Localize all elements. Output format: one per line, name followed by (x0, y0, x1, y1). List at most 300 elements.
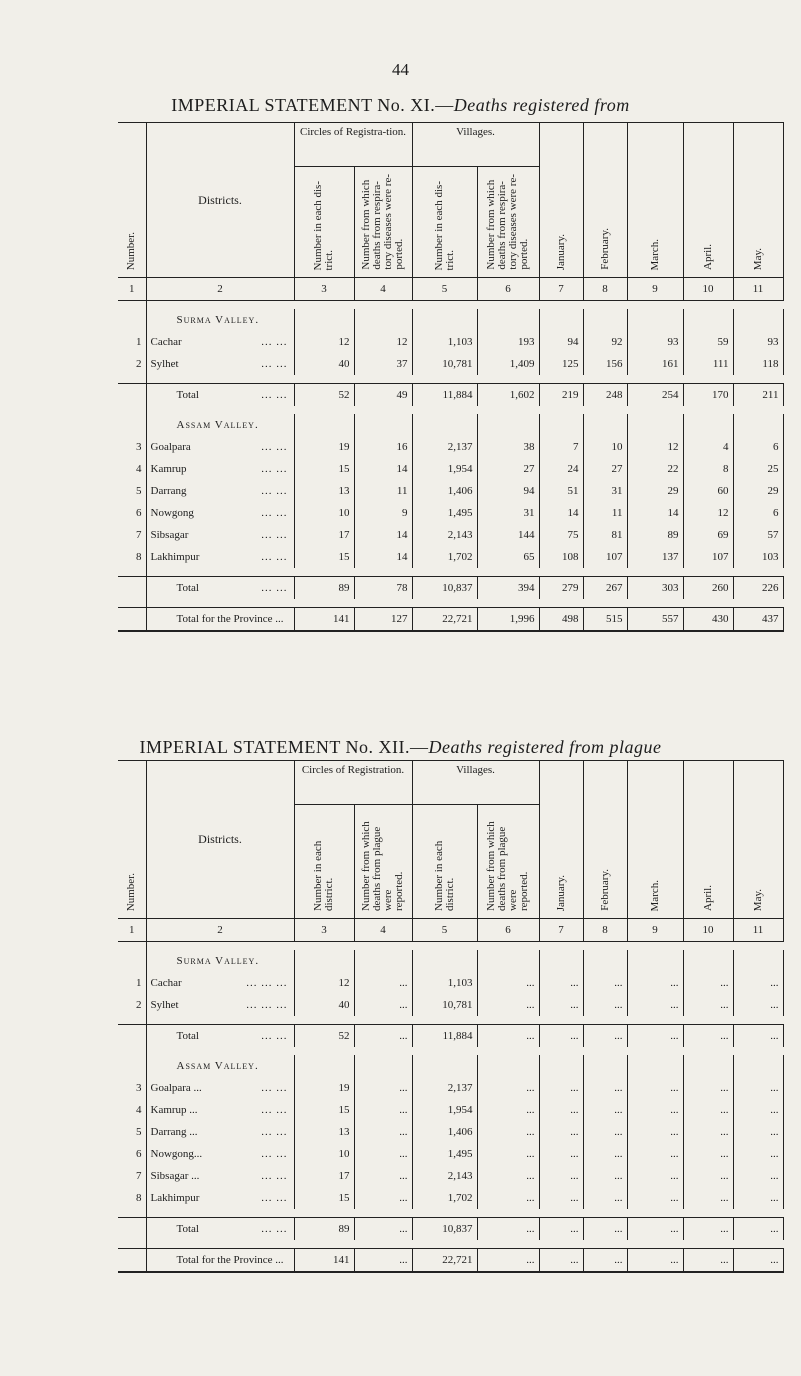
value-c9: ... (627, 1025, 683, 1048)
section-blank-cell (683, 950, 733, 972)
value-c10: 260 (683, 577, 733, 600)
value-c9: 93 (627, 331, 683, 353)
spacer-cell (146, 406, 294, 414)
circles-in-district-label: Number in each dis- trict. (312, 180, 335, 270)
value-c9: 254 (627, 384, 683, 407)
value-c11: ... (733, 1187, 783, 1209)
leader-dots: ... ... (261, 529, 288, 541)
spacer-cell (412, 406, 477, 414)
district-row (118, 1099, 783, 1121)
circles-from-which-header (354, 167, 412, 278)
value-c5: 22,721 (412, 608, 477, 632)
value-c6: 193 (477, 331, 539, 353)
spacer-cell (118, 568, 146, 577)
value-c7: ... (539, 1165, 583, 1187)
value-c8: 248 (583, 384, 627, 407)
column-number: 5 (412, 919, 477, 942)
circles-group-header: Circles of Registration. (294, 761, 412, 805)
spacer-row (118, 599, 783, 608)
district-name: Sylhet (150, 999, 179, 1011)
section-blank-cell (583, 414, 627, 436)
value-c11: 6 (733, 502, 783, 524)
value-c3: 89 (294, 577, 354, 600)
value-c3: 17 (294, 524, 354, 546)
value-c7: ... (539, 1025, 583, 1048)
value-c10: ... (683, 1025, 733, 1048)
row-number: 6 (118, 1143, 146, 1165)
district-row (118, 331, 783, 353)
value-c4: ... (354, 1218, 412, 1241)
district-name-cell (146, 1077, 294, 1099)
column-number: 6 (477, 278, 539, 301)
value-c8: 11 (583, 502, 627, 524)
value-c4: 9 (354, 502, 412, 524)
spacer-cell (683, 568, 733, 577)
row-number: 7 (118, 1165, 146, 1187)
statement-xii-title-main: IMPERIAL STATEMENT No. XII.— (139, 737, 429, 757)
month-header (583, 761, 627, 919)
spacer-cell (294, 568, 354, 577)
value-c3: 52 (294, 1025, 354, 1048)
row-number: 4 (118, 458, 146, 480)
district-name: Total (176, 1223, 199, 1235)
spacer-cell (146, 568, 294, 577)
value-c5: 2,143 (412, 524, 477, 546)
surma-total-row (118, 384, 783, 407)
spacer-cell (118, 1047, 146, 1055)
spacer-cell (477, 1047, 539, 1055)
value-c4: 14 (354, 546, 412, 568)
month-header-label: April. (701, 885, 714, 911)
column-number: 5 (412, 278, 477, 301)
value-c9: ... (627, 1143, 683, 1165)
district-name: Darrang ... (150, 1126, 198, 1138)
number-header-label: Number. (125, 231, 138, 270)
column-number-row (118, 278, 783, 301)
value-c5: 22,721 (412, 1249, 477, 1273)
district-name-cell (146, 1218, 294, 1241)
spacer-cell (627, 1047, 683, 1055)
spacer-cell (294, 375, 354, 384)
number-header-label: Number. (125, 872, 138, 911)
spacer-cell (539, 1047, 583, 1055)
value-c11: ... (733, 994, 783, 1016)
district-name: Total (176, 389, 199, 401)
value-c5: 1,495 (412, 1143, 477, 1165)
value-c8: ... (583, 1187, 627, 1209)
spacer-cell (118, 599, 146, 608)
value-c4: ... (354, 1143, 412, 1165)
row-number (118, 384, 146, 407)
district-name: Cachar (150, 336, 182, 348)
spacer-cell (627, 1209, 683, 1218)
district-name: Darrang (150, 485, 187, 497)
section-num-cell (118, 414, 146, 436)
district-name: Lakhimpur (150, 551, 200, 563)
district-name-cell (146, 436, 294, 458)
value-c6: ... (477, 1165, 539, 1187)
spacer-cell (146, 1016, 294, 1025)
spacer-cell (539, 1240, 583, 1249)
header-row (118, 123, 783, 167)
district-name: Total for the Province ... (176, 1254, 284, 1266)
value-c10: ... (683, 1143, 733, 1165)
value-c6: 65 (477, 546, 539, 568)
statement-xii-title-subject: Deaths registered from plague (428, 737, 662, 757)
value-c4: ... (354, 1187, 412, 1209)
value-c10: 59 (683, 331, 733, 353)
villages-in-district-label: Number in each dis- trict. (432, 180, 456, 270)
surma-total-row (118, 1025, 783, 1048)
value-c9: ... (627, 1187, 683, 1209)
spacer-cell (683, 599, 733, 608)
district-row (118, 1121, 783, 1143)
spacer-cell (354, 301, 412, 310)
district-name-cell (146, 502, 294, 524)
district-name: Goalpara (150, 441, 191, 453)
value-c8: 267 (583, 577, 627, 600)
value-c5: 1,954 (412, 458, 477, 480)
spacer-cell (354, 1209, 412, 1218)
value-c10: ... (683, 1121, 733, 1143)
column-number: 4 (354, 278, 412, 301)
value-c8: ... (583, 1165, 627, 1187)
row-number (118, 577, 146, 600)
spacer-cell (354, 1016, 412, 1025)
value-c6: ... (477, 1249, 539, 1273)
district-name: Kamrup (150, 463, 187, 475)
value-c3: 141 (294, 608, 354, 632)
value-c4: ... (354, 972, 412, 994)
value-c9: 137 (627, 546, 683, 568)
assam-total-row (118, 1218, 783, 1241)
section-blank-cell (294, 950, 354, 972)
spacer-cell (146, 1240, 294, 1249)
spacer-cell (354, 406, 412, 414)
value-c11: 118 (733, 353, 783, 375)
column-number-row (118, 919, 783, 942)
section-blank-cell (733, 414, 783, 436)
district-name: Lakhimpur (150, 1192, 200, 1204)
value-c4: 14 (354, 524, 412, 546)
value-c10: ... (683, 1187, 733, 1209)
value-c7: ... (539, 1121, 583, 1143)
value-c3: 19 (294, 1077, 354, 1099)
value-c9: ... (627, 1165, 683, 1187)
number-header (118, 761, 146, 919)
value-c9: 12 (627, 436, 683, 458)
spacer-cell (412, 1016, 477, 1025)
spacer-cell (539, 1016, 583, 1025)
value-c3: 19 (294, 436, 354, 458)
value-c7: 108 (539, 546, 583, 568)
section-row (118, 309, 783, 331)
district-name-cell (146, 353, 294, 375)
value-c8: 107 (583, 546, 627, 568)
district-name-cell (146, 546, 294, 568)
value-c5: 1,406 (412, 480, 477, 502)
value-c8: ... (583, 1077, 627, 1099)
section-blank-cell (733, 950, 783, 972)
section-blank-cell (412, 414, 477, 436)
spacer-cell (583, 1209, 627, 1218)
value-c7: 75 (539, 524, 583, 546)
value-c10: 430 (683, 608, 733, 632)
month-header (627, 123, 683, 278)
section-blank-cell (354, 1055, 412, 1077)
leader-dots: ... ... ... (246, 977, 288, 989)
leader-dots: ... ... (261, 1192, 288, 1204)
value-c7: 498 (539, 608, 583, 632)
column-number: 4 (354, 919, 412, 942)
row-number (118, 608, 146, 632)
section-blank-cell (294, 1055, 354, 1077)
spacer-cell (477, 599, 539, 608)
value-c10: ... (683, 972, 733, 994)
month-header-label: February. (598, 228, 611, 270)
spacer-cell (583, 599, 627, 608)
section-row (118, 1055, 783, 1077)
value-c11: 437 (733, 608, 783, 632)
value-c11: 93 (733, 331, 783, 353)
value-c10: 12 (683, 502, 733, 524)
spacer-cell (627, 599, 683, 608)
value-c11: 25 (733, 458, 783, 480)
column-number: 11 (733, 278, 783, 301)
month-header (627, 761, 683, 919)
spacer-cell (354, 942, 412, 951)
spacer-row (118, 568, 783, 577)
district-name-cell (146, 1025, 294, 1048)
value-c7: 14 (539, 502, 583, 524)
statement-xi-table (118, 122, 784, 632)
district-name-cell (146, 1121, 294, 1143)
section-row (118, 950, 783, 972)
value-c6: 38 (477, 436, 539, 458)
statement-xii-title (0, 737, 801, 758)
spacer-cell (412, 942, 477, 951)
value-c4: ... (354, 1121, 412, 1143)
value-c5: 11,884 (412, 384, 477, 407)
value-c8: 27 (583, 458, 627, 480)
spacer-cell (146, 1047, 294, 1055)
value-c10: ... (683, 1165, 733, 1187)
district-row (118, 524, 783, 546)
spacer-cell (118, 1016, 146, 1025)
leader-dots: ... ... (261, 507, 288, 519)
value-c11: ... (733, 1077, 783, 1099)
row-number: 1 (118, 972, 146, 994)
value-c11: 57 (733, 524, 783, 546)
spacer-cell (477, 1016, 539, 1025)
section-heading: Assam Valley. (146, 414, 294, 436)
value-c11: ... (733, 1025, 783, 1048)
month-header-label: March. (648, 238, 661, 270)
value-c6: ... (477, 1218, 539, 1241)
district-name-cell (146, 1249, 294, 1273)
spacer-cell (627, 301, 683, 310)
section-blank-cell (683, 414, 733, 436)
number-header (118, 123, 146, 278)
value-c7: ... (539, 1077, 583, 1099)
section-blank-cell (477, 309, 539, 331)
districts-header: Districts. (146, 123, 294, 278)
value-c7: ... (539, 994, 583, 1016)
section-blank-cell (477, 1055, 539, 1077)
column-number: 7 (539, 919, 583, 942)
value-c9: 29 (627, 480, 683, 502)
value-c6: ... (477, 1187, 539, 1209)
value-c6: ... (477, 1121, 539, 1143)
spacer-cell (627, 1016, 683, 1025)
value-c3: 15 (294, 1099, 354, 1121)
leader-dots: ... ... (261, 1030, 288, 1042)
villages-from-which-label: Number from which deaths from plague were reported. (485, 821, 530, 911)
month-header-label: March. (648, 879, 661, 911)
value-c3: 12 (294, 331, 354, 353)
value-c4: 16 (354, 436, 412, 458)
header-row (118, 761, 783, 805)
value-c7: 24 (539, 458, 583, 480)
value-c8: ... (583, 994, 627, 1016)
value-c9: ... (627, 1121, 683, 1143)
value-c8: 31 (583, 480, 627, 502)
row-number: 3 (118, 1077, 146, 1099)
value-c8: 92 (583, 331, 627, 353)
month-header-label: January. (554, 233, 567, 270)
value-c10: ... (683, 994, 733, 1016)
value-c4: 11 (354, 480, 412, 502)
leader-dots: ... ... (261, 1082, 288, 1094)
district-row (118, 546, 783, 568)
spacer-cell (539, 568, 583, 577)
section-blank-cell (294, 414, 354, 436)
district-name: Sibsagar ... (150, 1170, 200, 1182)
spacer-cell (583, 375, 627, 384)
district-name-cell (146, 1165, 294, 1187)
value-c5: 2,143 (412, 1165, 477, 1187)
value-c4: ... (354, 1077, 412, 1099)
value-c7: 94 (539, 331, 583, 353)
row-number: 4 (118, 1099, 146, 1121)
value-c5: 2,137 (412, 1077, 477, 1099)
row-number: 8 (118, 546, 146, 568)
column-number: 3 (294, 919, 354, 942)
district-name: Total for the Province ... (176, 613, 284, 625)
district-name: Sibsagar (150, 529, 189, 541)
spacer-cell (477, 1209, 539, 1218)
leader-dots: ... ... (261, 389, 288, 401)
value-c11: ... (733, 1143, 783, 1165)
value-c8: ... (583, 1143, 627, 1165)
spacer-cell (146, 375, 294, 384)
districts-header: Districts. (146, 761, 294, 919)
circles-in-district-header (294, 167, 354, 278)
value-c4: 49 (354, 384, 412, 407)
spacer-cell (539, 1209, 583, 1218)
spacer-cell (683, 1240, 733, 1249)
spacer-cell (733, 599, 783, 608)
value-c10: 170 (683, 384, 733, 407)
column-number: 1 (118, 919, 146, 942)
spacer-cell (477, 568, 539, 577)
value-c6: 394 (477, 577, 539, 600)
column-number: 7 (539, 278, 583, 301)
section-blank-cell (583, 950, 627, 972)
section-blank-cell (627, 950, 683, 972)
value-c10: ... (683, 1099, 733, 1121)
district-name: Nowgong... (150, 1148, 203, 1160)
district-row (118, 458, 783, 480)
villages-from-which-header (477, 167, 539, 278)
spacer-cell (146, 301, 294, 310)
leader-dots: ... ... (261, 463, 288, 475)
statement-xi-title (0, 95, 801, 116)
value-c9: ... (627, 1249, 683, 1273)
spacer-row (118, 1209, 783, 1218)
value-c4: 37 (354, 353, 412, 375)
spacer-cell (539, 406, 583, 414)
value-c7: ... (539, 1187, 583, 1209)
section-heading: Assam Valley. (146, 1055, 294, 1077)
spacer-cell (118, 1240, 146, 1249)
value-c3: 12 (294, 972, 354, 994)
circles-from-which-label: Number from which deaths from respira- tory diseases were re- ported. (360, 174, 405, 270)
circles-in-district-label: Number in each district. (312, 840, 335, 911)
spacer-cell (539, 942, 583, 951)
value-c7: ... (539, 1143, 583, 1165)
district-row (118, 1077, 783, 1099)
district-name: Total (176, 582, 199, 594)
section-blank-cell (733, 1055, 783, 1077)
spacer-cell (683, 375, 733, 384)
spacer-cell (118, 301, 146, 310)
spacer-row (118, 1016, 783, 1025)
district-row (118, 994, 783, 1016)
spacer-cell (294, 1047, 354, 1055)
value-c11: 103 (733, 546, 783, 568)
villages-in-district-label: Number in each district. (432, 840, 456, 911)
value-c7: ... (539, 1099, 583, 1121)
row-number: 2 (118, 994, 146, 1016)
section-blank-cell (539, 950, 583, 972)
section-blank-cell (733, 309, 783, 331)
value-c9: 557 (627, 608, 683, 632)
district-name-cell (146, 524, 294, 546)
row-number: 5 (118, 1121, 146, 1143)
section-blank-cell (354, 414, 412, 436)
villages-in-district-header (412, 167, 477, 278)
district-name: Kamrup ... (150, 1104, 198, 1116)
value-c7: 219 (539, 384, 583, 407)
value-c5: 10,781 (412, 994, 477, 1016)
month-header-label: April. (701, 244, 714, 270)
spacer-cell (477, 375, 539, 384)
spacer-cell (583, 301, 627, 310)
value-c6: ... (477, 994, 539, 1016)
district-name-cell (146, 384, 294, 407)
section-blank-cell (627, 309, 683, 331)
spacer-cell (683, 301, 733, 310)
district-name-cell (146, 577, 294, 600)
row-number (118, 1025, 146, 1048)
section-blank-cell (683, 1055, 733, 1077)
column-number: 6 (477, 919, 539, 942)
district-row (118, 502, 783, 524)
page-number: 44 (392, 60, 409, 79)
spacer-cell (477, 1240, 539, 1249)
spacer-cell (477, 301, 539, 310)
